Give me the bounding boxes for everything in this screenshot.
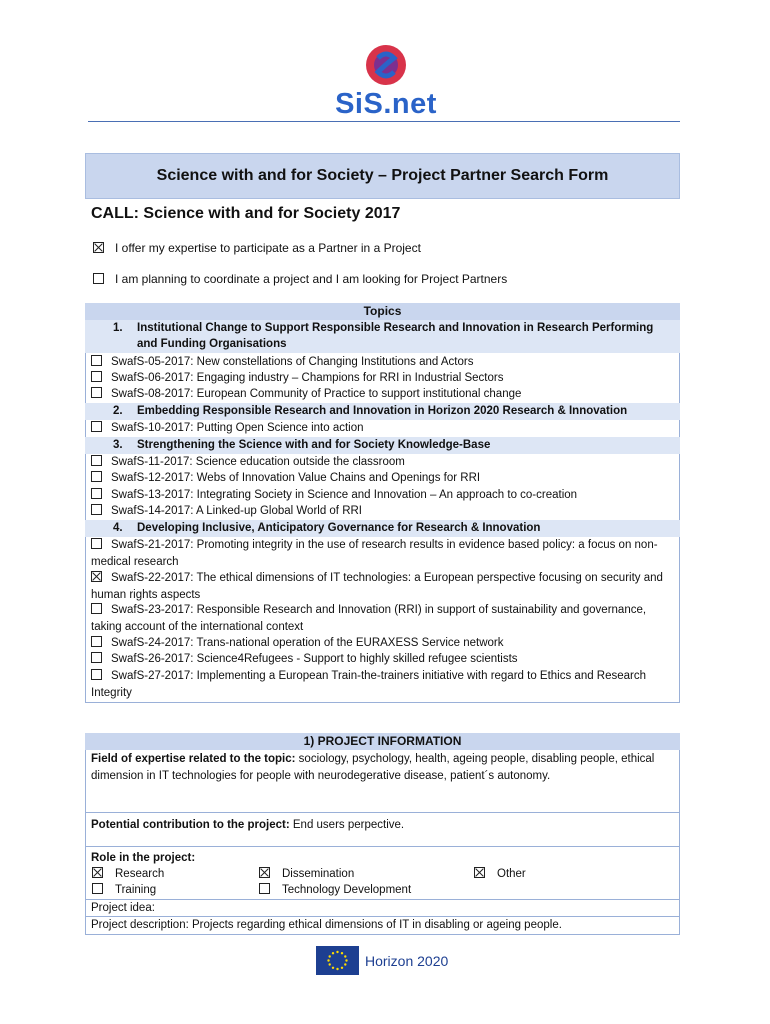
topic-item[interactable] <box>91 668 676 701</box>
checkbox-icon[interactable] <box>91 603 102 614</box>
section-title: Strengthening the Science with and for Society Knowledge-Base <box>137 439 491 451</box>
form-title: Science with and for Society – Project Partner Search Form <box>156 167 609 184</box>
project-description: Project description: Projects regarding ethical dimensions of IT in disabling or ageing people. <box>91 919 562 931</box>
topic-label: SwafS-11-2017: Science education outside the classroom <box>111 456 405 468</box>
topic-label: SwafS-06-2017: Engaging industry – Champions for RRI in Industrial Sectors <box>111 372 504 384</box>
project-idea: Project idea: <box>91 902 155 914</box>
checkbox-icon[interactable] <box>91 455 102 466</box>
row-divider <box>85 812 680 813</box>
checkbox-icon[interactable] <box>93 273 104 284</box>
checkbox-icon[interactable] <box>91 504 102 515</box>
role-technology-development[interactable] <box>259 882 411 898</box>
checkbox-icon[interactable] <box>92 883 103 894</box>
topic-label: SwafS-26-2017: Science4Refugees - Support to highly skilled refugee scientists <box>111 653 518 665</box>
section-title: Developing Inclusive, Anticipatory Governance for Research & Innovation <box>137 522 541 534</box>
checkbox-icon[interactable] <box>91 488 102 499</box>
contribution-value: End users perpective. <box>289 819 405 831</box>
topic-section-2 <box>85 403 680 420</box>
topic-item[interactable] <box>91 503 676 520</box>
option-offer-expertise[interactable] <box>93 240 421 256</box>
checkbox-icon[interactable] <box>91 355 102 366</box>
checkbox-icon[interactable] <box>91 652 102 663</box>
role-other[interactable] <box>474 866 526 882</box>
topic-item[interactable] <box>91 487 676 504</box>
role-label-text: Technology Development <box>282 884 412 896</box>
topic-item[interactable] <box>91 635 676 652</box>
topic-item[interactable] <box>91 470 676 487</box>
topic-section-3 <box>85 437 680 454</box>
section-title: Institutional Change to Support Responsible Research and Innovation in Research Performing and Funding Organisations <box>137 322 654 350</box>
role-training[interactable] <box>92 882 156 898</box>
horizon-2020-label: Horizon 2020 <box>365 953 449 969</box>
topic-label: SwafS-14-2017: A Linked-up Global World of RRI <box>111 505 363 517</box>
checkbox-icon[interactable] <box>259 883 270 894</box>
topic-item[interactable] <box>91 537 676 570</box>
role-label-text: Dissemination <box>282 868 355 880</box>
field-of-expertise <box>91 751 676 784</box>
topic-label: SwafS-23-2017: Responsible Research and Innovation (RRI) in support of sustainability and governance, taking account of the international context <box>91 604 647 633</box>
eu-flag-icon <box>316 946 359 975</box>
checkbox-checked-icon[interactable] <box>474 867 485 878</box>
role-label: Role in the project: <box>91 852 196 864</box>
topic-section-4 <box>85 520 680 537</box>
potential-contribution <box>91 817 676 834</box>
role-label-text: Training <box>115 884 157 896</box>
checkbox-checked-icon[interactable] <box>259 867 270 878</box>
topic-label: SwafS-27-2017: Implementing a European Train-the-trainers initiative with regard to Ethics and Research Integrity <box>91 670 647 699</box>
topic-label: SwafS-13-2017: Integrating Society in Science and Innovation – An approach to co-creation <box>111 489 578 501</box>
checkbox-checked-icon[interactable] <box>93 242 104 253</box>
topic-item[interactable] <box>91 570 676 603</box>
topic-item[interactable] <box>91 386 676 403</box>
checkbox-icon[interactable] <box>91 421 102 432</box>
section-number: 4. <box>113 522 123 534</box>
logo-wordmark: SiS.net <box>335 88 437 120</box>
checkbox-checked-icon[interactable] <box>92 867 103 878</box>
option-label: I am planning to coordinate a project and I am looking for Project Partners <box>115 271 508 286</box>
checkbox-icon[interactable] <box>91 371 102 382</box>
option-label: I offer my expertise to participate as a Partner in a Project <box>115 240 421 255</box>
topic-label: SwafS-05-2017: New constellations of Changing Institutions and Actors <box>111 356 474 368</box>
topic-label: SwafS-22-2017: The ethical dimensions of IT technologies: a European perspective focusing on security and human rights aspects <box>91 572 663 601</box>
topic-label: SwafS-21-2017: Promoting integrity in the use of research results in evidence based policy: a focus on non-medical research <box>91 539 658 568</box>
section-number: 2. <box>113 405 123 417</box>
role-label-text: Other <box>497 868 526 880</box>
checkbox-icon[interactable] <box>91 669 102 680</box>
topic-label: SwafS-10-2017: Putting Open Science into action <box>111 422 364 434</box>
section-number: 3. <box>113 439 123 451</box>
row-divider <box>85 846 680 847</box>
option-coordinate-project[interactable] <box>93 271 507 287</box>
topic-label: SwafS-08-2017: European Community of Practice to support institutional change <box>111 388 522 400</box>
topic-item[interactable] <box>91 651 676 668</box>
role-research[interactable] <box>92 866 164 882</box>
call-heading: CALL: Science with and for Society 2017 <box>91 205 401 222</box>
checkbox-icon[interactable] <box>91 387 102 398</box>
topic-label: SwafS-24-2017: Trans-national operation of the EURAXESS Service network <box>111 637 504 649</box>
checkbox-icon[interactable] <box>91 538 102 549</box>
topic-item[interactable] <box>91 420 676 437</box>
topic-item[interactable] <box>91 454 676 471</box>
role-dissemination[interactable] <box>259 866 354 882</box>
topic-item[interactable] <box>91 354 676 371</box>
contribution-label: Potential contribution to the project: <box>91 819 290 831</box>
field-value: sociology, psychology, health, ageing people, disabling people, ethical dimension in IT technologies for people with neurodegerative disease, patient´s autonomy. <box>91 753 655 782</box>
topic-section-1 <box>85 320 680 353</box>
topic-item[interactable] <box>91 370 676 387</box>
topics-header: Topics <box>85 303 680 320</box>
checkbox-icon[interactable] <box>91 636 102 647</box>
field-label: Field of expertise related to the topic: <box>91 753 296 765</box>
project-info-header: 1) PROJECT INFORMATION <box>85 733 680 750</box>
section-title: Embedding Responsible Research and Innovation in Horizon 2020 Research & Innovation <box>137 405 628 417</box>
section-number: 1. <box>113 322 123 334</box>
checkbox-checked-icon[interactable] <box>91 571 102 582</box>
checkbox-icon[interactable] <box>91 471 102 482</box>
topic-label: SwafS-12-2017: Webs of Innovation Value Chains and Openings for RRI <box>111 472 481 484</box>
role-label-text: Research <box>115 868 165 880</box>
header-divider <box>88 121 680 122</box>
topic-item[interactable] <box>91 602 676 635</box>
